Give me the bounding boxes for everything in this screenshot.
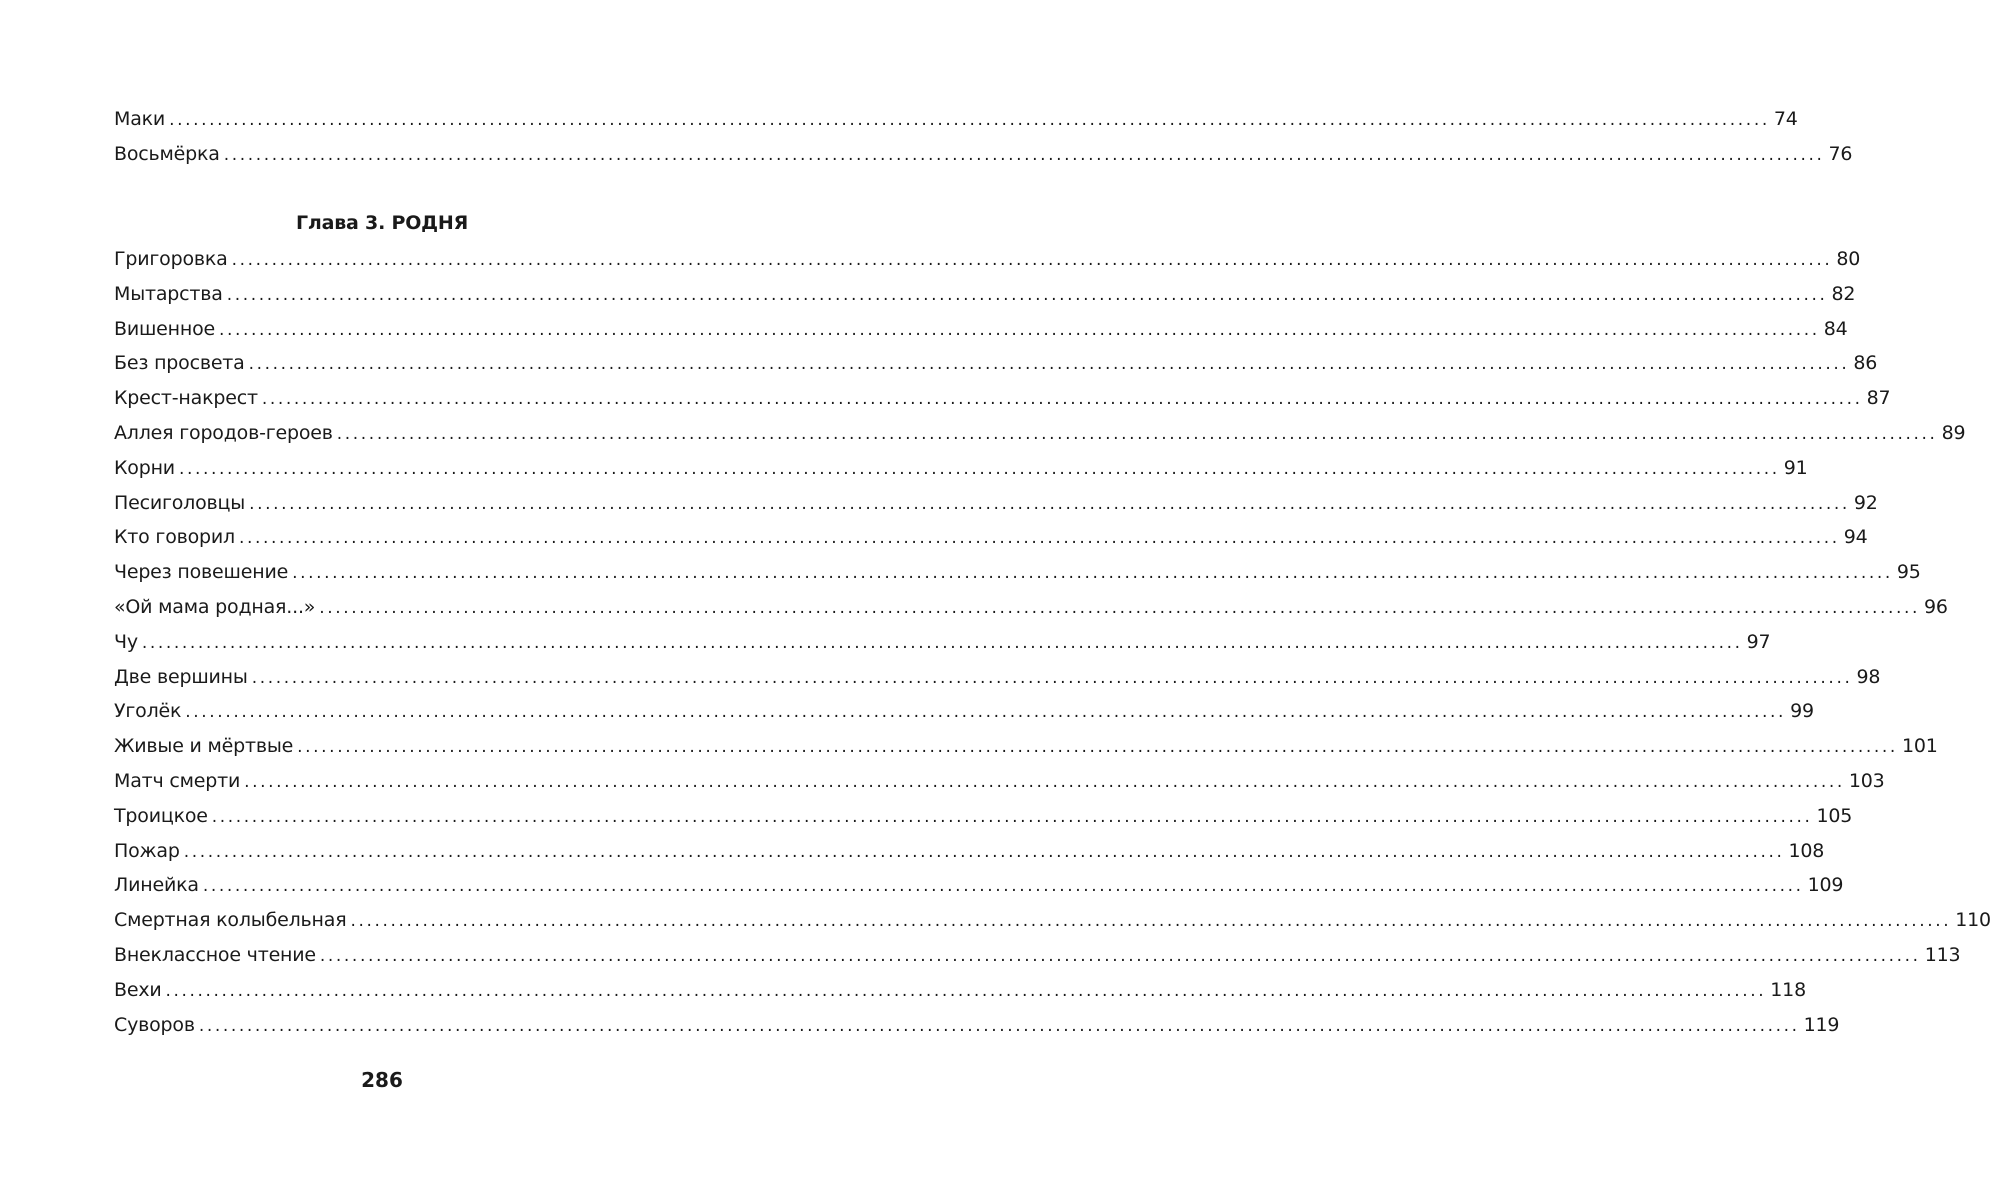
toc-entry	[114, 735, 1938, 770]
toc-entry-title: Восьмёрка	[114, 142, 220, 165]
toc-entry	[114, 804, 1853, 840]
toc-entry-title: Внеклассное чтение	[114, 943, 316, 966]
page-number: 286	[361, 1068, 403, 1092]
toc-entry	[114, 352, 1878, 387]
toc-leader-dots: ........................................................................................................................................................................................................	[297, 737, 1898, 758]
toc-leader-dots: ........................................................................................................................................................................................................	[183, 841, 1785, 862]
toc-entry-page: 82	[1831, 282, 1856, 305]
toc-leader-dots: ........................................................................................................................................................................................................	[178, 458, 1780, 479]
toc-entry-page: 105	[1816, 804, 1853, 827]
toc-leader-dots: ........................................................................................................................................................................................................	[251, 667, 1853, 688]
toc-entry-page: 74	[1773, 108, 1798, 130]
toc-entry-title: Песиголовцы	[114, 491, 246, 514]
toc-leader-dots: ........................................................................................................................................................................................................	[223, 144, 1825, 165]
toc-leader-dots: ........................................................................................................................................................................................................	[211, 806, 1813, 827]
toc-entry-title: Уголёк	[114, 700, 182, 723]
toc-entry-title: Линейка	[114, 874, 199, 897]
toc-entry-page: 95	[1896, 561, 1921, 584]
toc-entry-page: 108	[1788, 839, 1825, 862]
toc-entry-title: Две вершины	[114, 665, 248, 688]
toc-entry	[114, 561, 1921, 596]
toc-leader-dots: ........................................................................................................................................................................................................	[219, 319, 1820, 340]
toc-entry-page: 118	[1770, 978, 1806, 1001]
toc-entry-page: 98	[1856, 665, 1881, 688]
toc-leader-dots: ........................................................................................................................................................................................................	[165, 980, 1767, 1001]
toc-leader-dots: ........................................................................................................................................................................................................	[239, 528, 1840, 549]
toc-entry-title: Без просвета	[114, 352, 245, 375]
toc-entry-title: Вишенное	[114, 317, 216, 340]
toc-entry-title: Григоровка	[114, 248, 228, 270]
toc-entry-title: Вехи	[114, 978, 162, 1001]
toc-leader-dots: ........................................................................................................................................................................................................	[226, 284, 1828, 305]
toc-entry	[114, 700, 1814, 735]
toc-entry-title: Суворов	[114, 1013, 195, 1036]
toc-entry-title: Смертная колыбельная	[114, 909, 347, 932]
toc-entry	[114, 978, 1806, 1014]
toc-entry-title: Мытарства	[114, 282, 223, 305]
toc-entry-title: Живые и мёртвые	[114, 735, 294, 758]
toc-entry	[114, 839, 1825, 875]
toc-entry-title: Аллея городов-героев	[114, 421, 333, 444]
toc-entry	[114, 421, 1966, 457]
toc-entry	[114, 769, 1885, 805]
toc-entry-page: 86	[1853, 352, 1878, 375]
toc-entry	[114, 909, 1991, 944]
toc-leader-dots: ........................................................................................................................................................................................................	[244, 771, 1845, 792]
toc-entry-page: 113	[1924, 943, 1961, 966]
toc-leader-dots: ........................................................................................................................................................................................................	[336, 423, 1938, 444]
toc-entry-page: 84	[1823, 317, 1848, 340]
toc-entry-page: 119	[1803, 1013, 1840, 1036]
toc-entry	[114, 387, 1891, 422]
toc-entry-title: Пожар	[114, 839, 180, 862]
toc-entry	[114, 665, 1881, 701]
toc-entry-page: 97	[1746, 630, 1771, 653]
toc-entry-page: 103	[1848, 769, 1885, 792]
toc-entry-title: Корни	[114, 456, 175, 479]
toc-leader-dots: ........................................................................................................................................................................................................	[249, 493, 1850, 514]
toc-entry	[114, 943, 1961, 979]
toc-entry-title: Крест-накрест	[114, 387, 258, 410]
toc-leader-dots: ........................................................................................................................................................................................................	[169, 110, 1770, 130]
chapter-heading: Глава 3. РОДНЯ	[295, 212, 469, 234]
toc-entry	[114, 108, 1798, 143]
toc-entry-page: 96	[1924, 595, 1948, 618]
toc-leader-dots: ........................................................................................................................................................................................................	[202, 876, 1804, 897]
toc-entry-title: Кто говорил	[114, 526, 236, 549]
toc-leader-dots: ........................................................................................................................................................................................................	[350, 911, 1952, 932]
toc-entry	[114, 491, 1878, 527]
toc-leader-dots: ........................................................................................................................................................................................................	[141, 632, 1743, 653]
toc-entry-page: 101	[1901, 735, 1938, 758]
toc-entry-page: 89	[1941, 421, 1966, 444]
toc-entry-page: 109	[1807, 874, 1844, 897]
toc-leader-dots: ........................................................................................................................................................................................................	[198, 1015, 1800, 1036]
toc-entry-page: 92	[1853, 491, 1878, 514]
toc-entry	[114, 874, 1844, 909]
toc-entry-page: 91	[1783, 456, 1808, 479]
toc-entry-title: Маки	[114, 108, 166, 130]
toc-entry-title: Чу	[114, 630, 138, 653]
toc-entry	[114, 142, 1853, 178]
toc-entry-page: 99	[1790, 700, 1814, 723]
toc-entry	[114, 595, 1948, 631]
toc-entry-title: Троицкое	[114, 804, 208, 827]
toc-entry	[114, 456, 1808, 492]
toc-entry-page: 87	[1866, 387, 1891, 410]
toc-entry-page: 110	[1955, 909, 1991, 932]
toc-entry	[114, 526, 1868, 561]
toc-entry-page: 76	[1828, 142, 1853, 165]
toc-entry-title: «Ой мама родная...»	[114, 595, 316, 618]
toc-entry-page: 94	[1843, 526, 1868, 549]
toc-leader-dots: ........................................................................................................................................................................................................	[261, 389, 1863, 410]
toc-top-entries	[114, 108, 1853, 178]
toc-entry-page: 80	[1836, 248, 1861, 270]
toc-leader-dots: ........................................................................................................................................................................................................	[185, 702, 1787, 723]
toc-chapter-entries	[114, 248, 1991, 1048]
toc-entry	[114, 630, 1771, 666]
toc-entry-title: Через повешение	[114, 561, 289, 584]
toc-leader-dots: ........................................................................................................................................................................................................	[319, 945, 1921, 966]
toc-entry	[114, 1013, 1840, 1049]
toc-entry	[114, 248, 1861, 283]
toc-leader-dots: ........................................................................................................................................................................................................	[292, 563, 1893, 584]
toc-leader-dots: ........................................................................................................................................................................................................	[231, 250, 1833, 270]
toc-entry-title: Матч смерти	[114, 769, 241, 792]
toc-leader-dots: ........................................................................................................................................................................................................	[319, 597, 1920, 618]
toc-entry	[114, 317, 1848, 353]
toc-leader-dots: ........................................................................................................................................................................................................	[248, 354, 1850, 375]
toc-entry	[114, 282, 1856, 318]
